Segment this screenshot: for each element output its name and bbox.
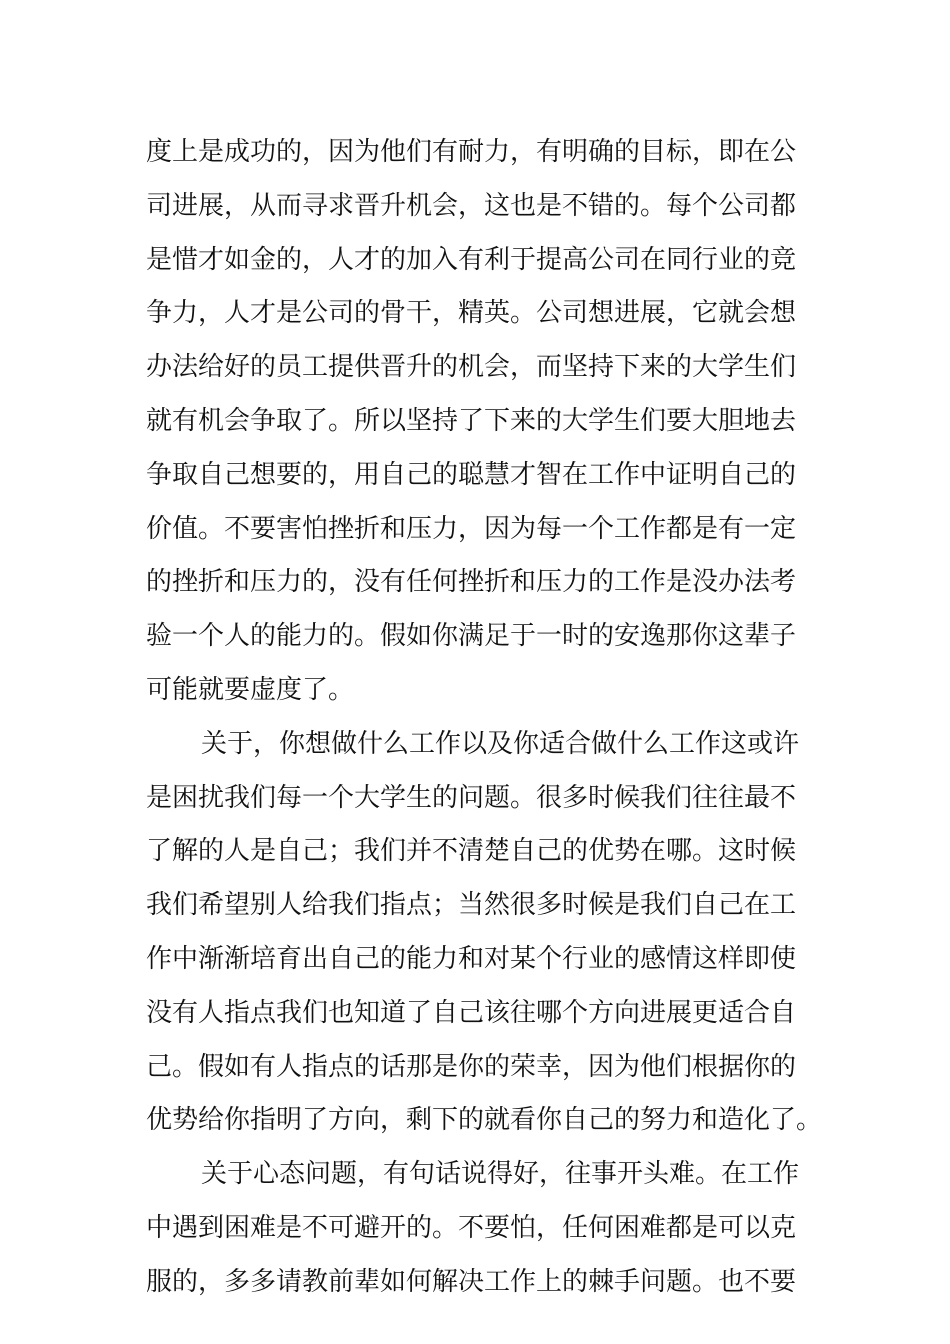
text-line: 的挫折和压力的，没有任何挫折和压力的工作是没办法考 (146, 567, 797, 598)
text-line: 优势给你指明了方向，剩下的就看你自己的努力和造化了。 (146, 1105, 823, 1136)
text-line: 关于心态问题，有句话说得好，往事开头难。在工作 (201, 1159, 800, 1190)
text-line: 可能就要虚度了。 (146, 674, 355, 705)
text-line: 价值。不要害怕挫折和压力，因为每一个工作都是有一定 (146, 513, 797, 544)
document-body (146, 126, 823, 1310)
text-line: 验一个人的能力的。假如你满足于一时的安逸那你这辈子 (146, 621, 797, 652)
text-line: 己。假如有人指点的话那是你的荣幸，因为他们根据你的 (146, 1051, 797, 1082)
text-line: 关于，你想做什么工作以及你适合做什么工作这或许 (201, 728, 800, 759)
text-line: 服的，多多请教前辈如何解决工作上的棘手问题。也不要 (146, 1266, 797, 1297)
text-line: 是困扰我们每一个大学生的问题。很多时候我们往往最不 (146, 782, 797, 813)
text-line: 争取自己想要的，用自己的聪慧才智在工作中证明自己的 (146, 459, 797, 490)
text-line: 度上是成功的，因为他们有耐力，有明确的目标，即在公 (146, 137, 797, 167)
text-line: 了解的人是自己；我们并不清楚自己的优势在哪。这时候 (146, 836, 797, 867)
text-line: 中遇到困难是不可避开的。不要怕，任何困难都是可以克 (146, 1212, 797, 1243)
text-line: 作中渐渐培育出自己的能力和对某个行业的感情这样即使 (146, 943, 797, 974)
text-line: 办法给好的员工提供晋升的机会，而坚持下来的大学生们 (146, 352, 797, 383)
text-line: 没有人指点我们也知道了自己该往哪个方向进展更适合自 (146, 997, 797, 1028)
paragraph-1 (146, 126, 812, 718)
text-line: 司进展，从而寻求晋升机会，这也是不错的。每个公司都 (146, 190, 797, 221)
text-line: 就有机会争取了。所以坚持了下来的大学生们要大胆地去 (146, 405, 797, 436)
text-line: 我们希望别人给我们指点；当然很多时候是我们自己在工 (146, 890, 797, 921)
paragraph-2 (146, 718, 823, 1148)
text-line: 是惜才如金的，人才的加入有利于提高公司在同行业的竞 (146, 244, 797, 275)
text-line: 争力，人才是公司的骨干，精英。公司想进展，它就会想 (146, 298, 797, 329)
paragraph-3 (146, 1148, 812, 1309)
